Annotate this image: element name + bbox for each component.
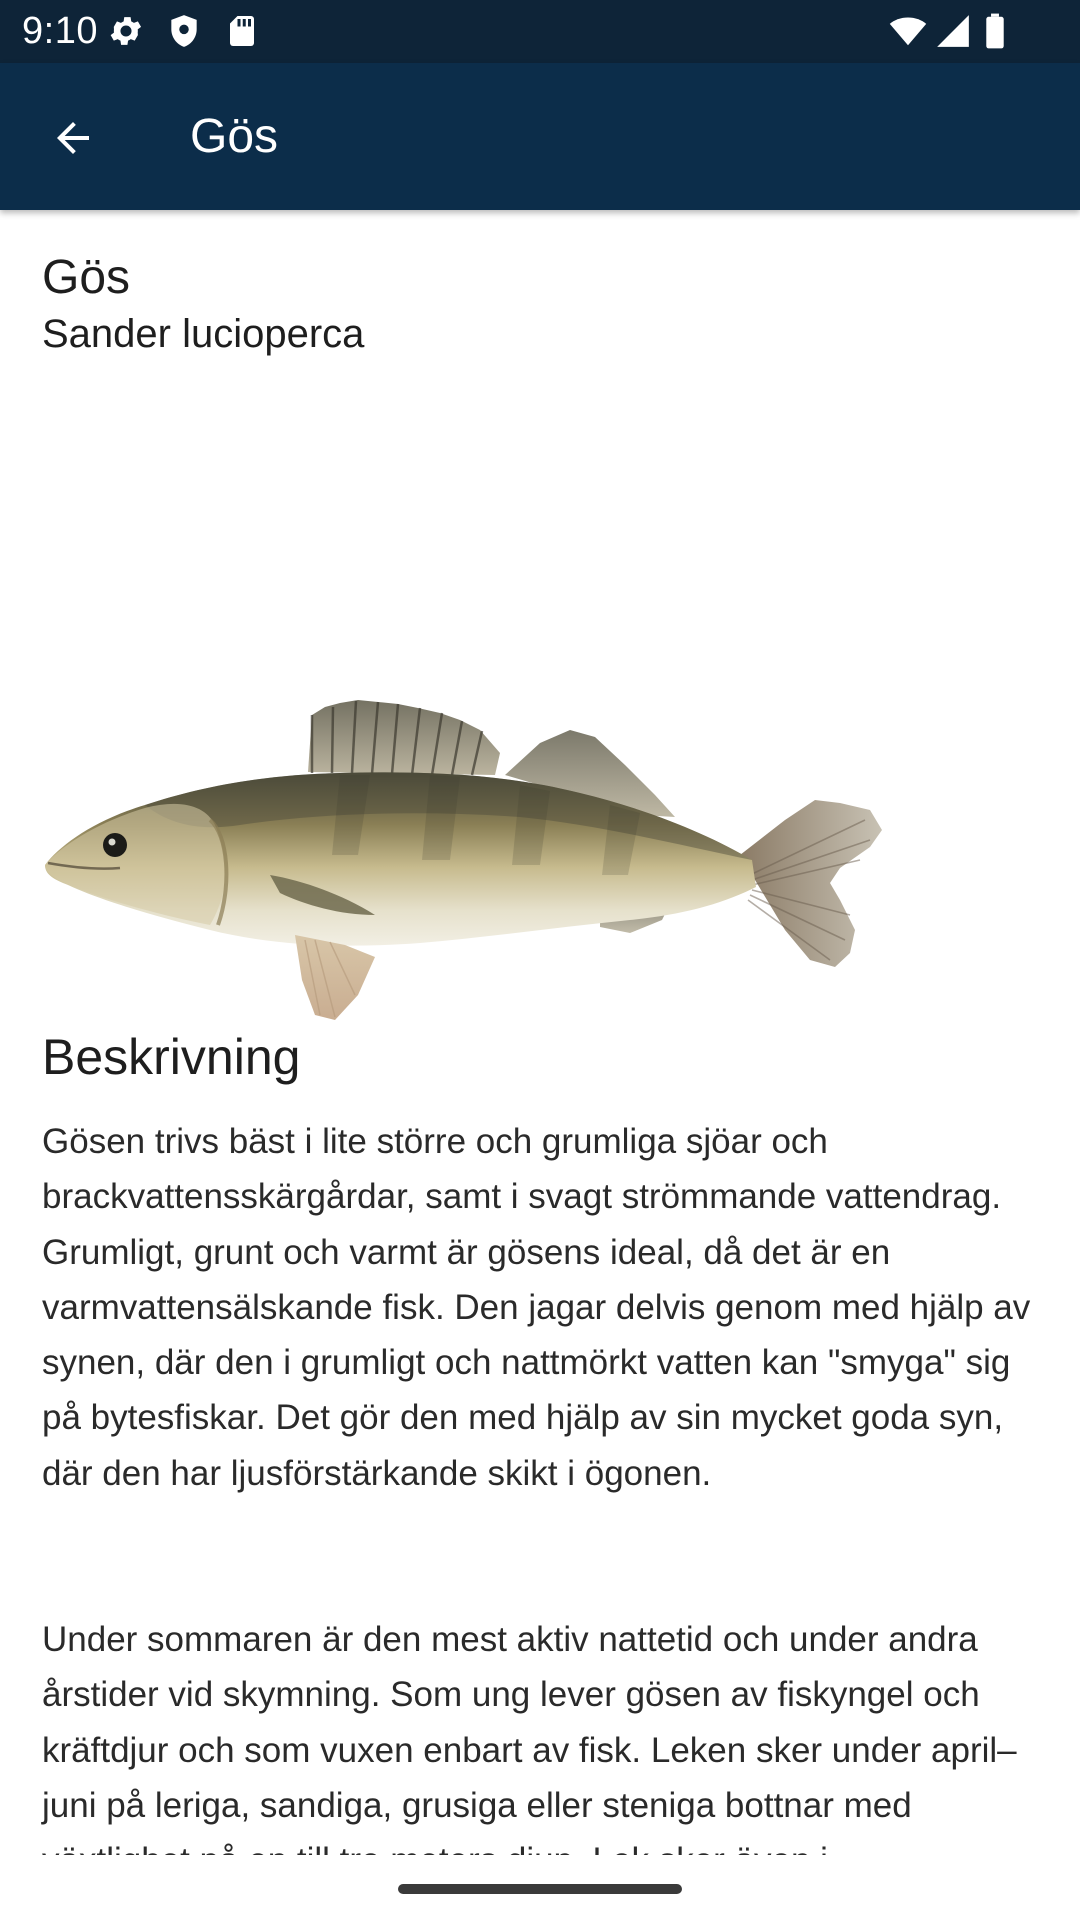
navigation-bar bbox=[0, 1855, 1080, 1920]
status-time: 9:10 bbox=[22, 10, 98, 52]
species-name: Gös bbox=[42, 251, 131, 304]
sd-card-icon bbox=[224, 12, 260, 50]
species-detail-content[interactable] bbox=[0, 210, 1080, 1855]
back-button[interactable] bbox=[28, 93, 118, 183]
signal-icon bbox=[934, 12, 972, 50]
app-bar-title: Gös bbox=[190, 110, 279, 163]
wifi-icon bbox=[887, 12, 929, 50]
description-paragraph: Under sommaren är den mest aktiv nattetid och under andra årstider vid skymning. Som ung lever gösen av fiskyngel och kräftdjur och som vuxen enbart av fisk. Leken sker under april–juni på leriga, sandiga, grusiga eller steniga bottnar med bbox=[42, 1620, 1017, 1825]
app-bar bbox=[0, 63, 1080, 210]
fish-image bbox=[40, 475, 1040, 1095]
scientific-name: Sander lucioperca bbox=[42, 312, 365, 356]
battery-icon bbox=[982, 12, 1008, 50]
shield-icon bbox=[165, 12, 203, 50]
gear-icon bbox=[107, 12, 145, 50]
home-gesture-handle[interactable] bbox=[398, 1884, 682, 1894]
description-heading: Beskrivning bbox=[42, 1029, 301, 1085]
description-paragraph: Gösen trivs bäst i lite större och grumliga sjöar och brackvattensskärgårdar, samt i svagt strömmande vattendrag. Grumligt, grunt och varmt är gösens ideal, då det är en varmvattensälskande fisk. Den jagar delvis genom med hjälp av synen, där den i grumligt och nattmörkt vatten kan "smyga" sig på bytesfiskar. Det gör den med hjälp av sin mycket goda syn, där den har ljusförstärkande skikt i ögonen. bbox=[42, 1122, 1031, 1493]
status-bar bbox=[0, 0, 1080, 63]
arrow-back-icon bbox=[49, 114, 97, 162]
